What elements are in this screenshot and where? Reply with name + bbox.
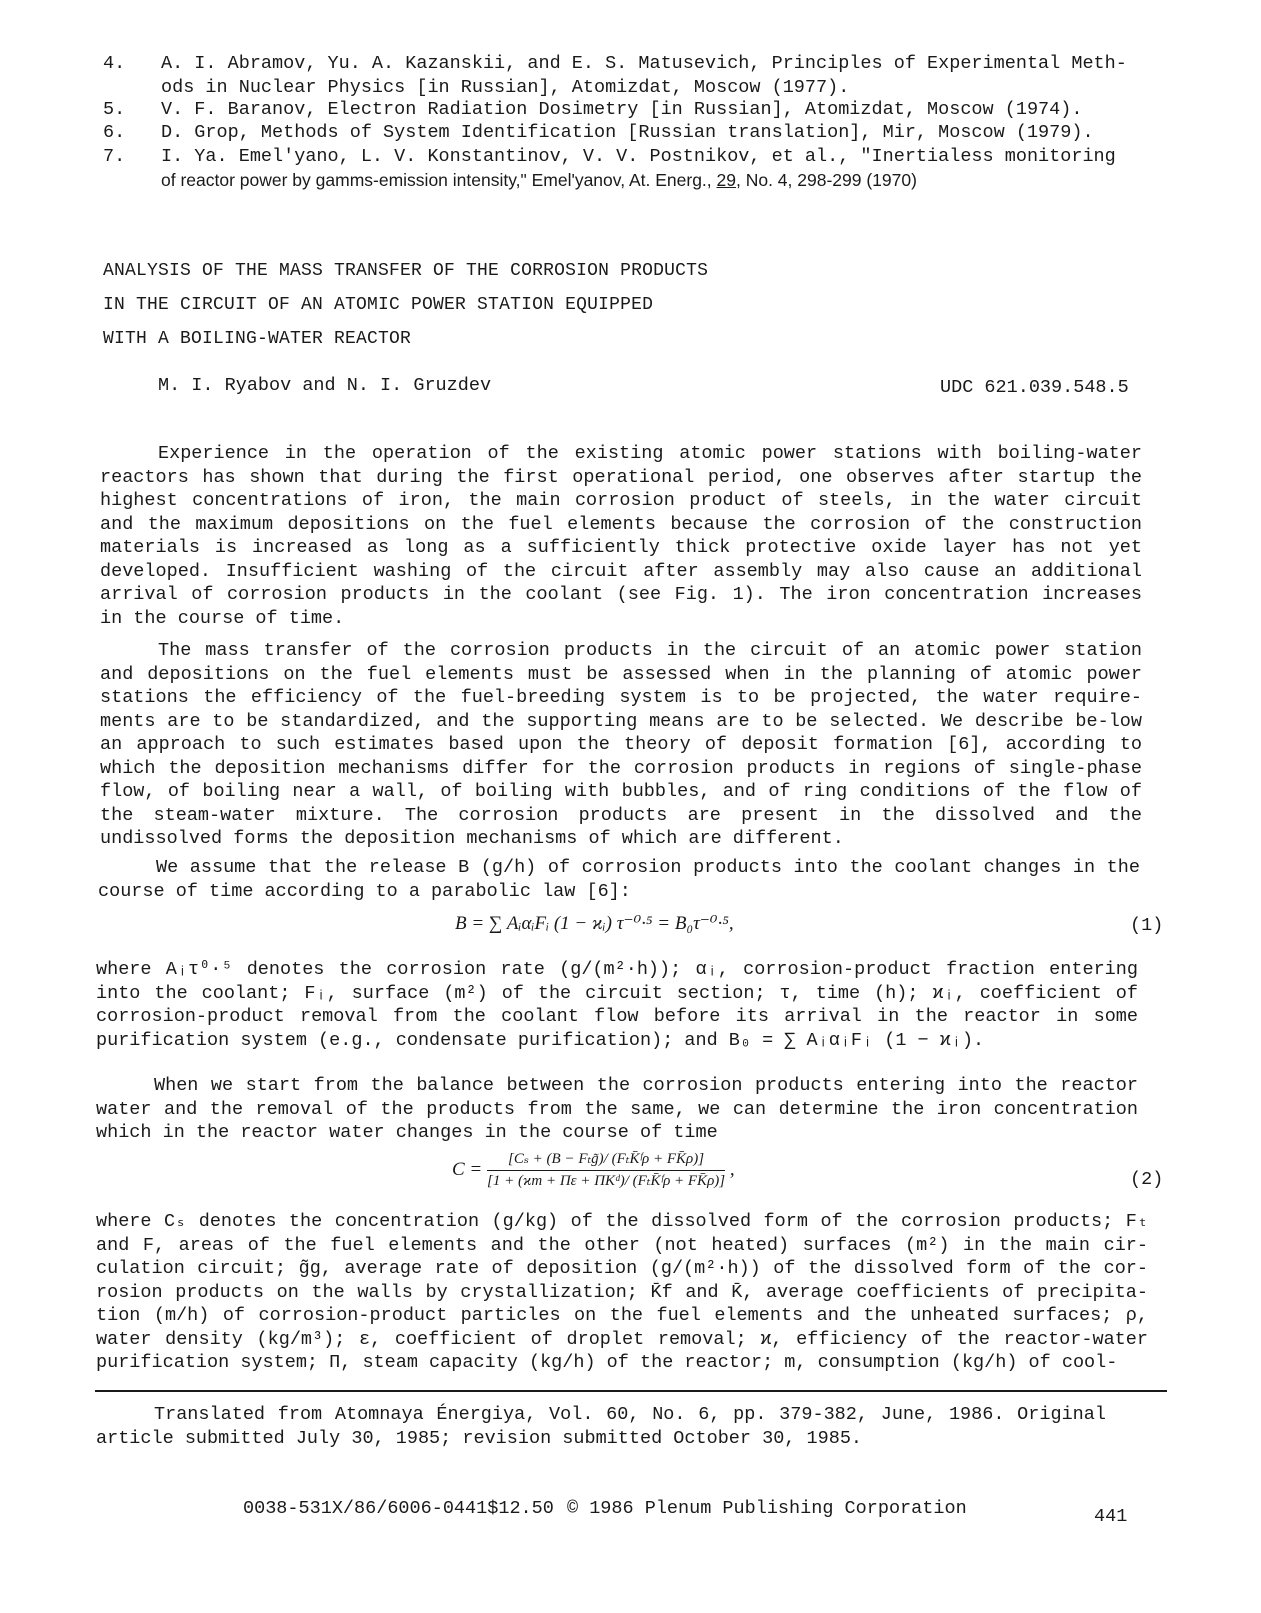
reference-number: 7. [103, 146, 126, 167]
reference-text: of reactor power by gamms-emission intensity," Emel'yanov, At. Energ., 29, No. 4, 298-299 (1970) [161, 169, 917, 190]
body-paragraph: We assume that the release B (g/h) of corrosion products into the coolant changes in the course of time according to a parabolic law [6]: [98, 857, 1140, 902]
reference-item [103, 145, 1223, 192]
article-title-line: WITH A BOILING-WATER REACTOR [103, 329, 412, 349]
body-paragraph: Experience in the operation of the existing atomic power stations with boiling-water reactors has shown that during the first operational period, one observes after startup the highest concentrations of iron, the main corrosion product of steels, in the water circuit and the maximum depositions on the fuel elements because the corrosion of the construction materials is increased as long as a sufficiently thick protective oxide layer has not yet developed. Insufficient washing of the circuit after assembly may also cause an additional arrival of corrosion products in the coolant (see Fig. 1). The iron concentration increases in the course of time. [100, 443, 1142, 629]
authors: M. I. Ryabov and N. I. Gruzdev [158, 375, 492, 396]
reference-number: 6. [103, 122, 126, 143]
udc-code: UDC 621.039.548.5 [940, 377, 1129, 398]
equation-numerator: [Cₛ + (B − Fₜg̃)/ (FₜK̄ᶠρ + FK̄ρ)] [487, 1150, 725, 1171]
reference-item [103, 98, 1223, 122]
footnote: Translated from Atomnaya Énergiya, Vol. 60, No. 6, pp. 379-382, June, 1986. Original article submitted July 30, 1985; revision submitted October 30, 1985. [96, 1404, 1106, 1449]
page-number: 441 [1094, 1506, 1128, 1527]
equation-fraction [487, 1150, 725, 1191]
footnote-divider [95, 1390, 1167, 1392]
reference-text: D. Grop, Methods of System Identification [Russian translation], Mir, Moscow (1979). [161, 122, 1094, 143]
article-title-line: ANALYSIS OF THE MASS TRANSFER OF THE CORROSION PRODUCTS [103, 261, 709, 281]
reference-text: A. I. Abramov, Yu. A. Kazanskii, and E. S. Matusevich, Principles of Experimental Meth- [161, 53, 1127, 74]
reference-text: I. Ya. Emel'yano, L. V. Konstantinov, V. V. Postnikov, et al., "Inertialess monitoring [161, 146, 1116, 167]
equation-lhs: C = [452, 1158, 483, 1180]
volume-number: 29 [716, 169, 736, 190]
body-paragraph: When we start from the balance between the corrosion products entering into the reactor water and the removal of the products from the same, we can determine the iron concentration which in the reactor water changes in the course of time [96, 1075, 1138, 1143]
equation-number: (1) [1130, 915, 1164, 936]
reference-number: 4. [103, 53, 126, 74]
issn-code: 0038-531X/86/6006-0441$12.50 [243, 1498, 554, 1519]
reference-item [103, 52, 1223, 99]
body-paragraph: where Aᵢτ⁰·⁵ denotes the corrosion rate (g/(m²·h)); αᵢ, corrosion-product fraction entering into the coolant; Fᵢ, surface (m²) of the circuit section; τ, time (h); ϰᵢ, coefficient of corrosion-product removal from the coolant flow before its arrival in the reactor in some purification system (e.g., condensate purification); and B₀ = ∑ AᵢαᵢFᵢ (1 − ϰᵢ). [96, 959, 1138, 1051]
reference-item [103, 121, 1223, 145]
equation-1: B = ∑ AᵢαᵢFᵢ (1 − ϰᵢ) τ⁻⁰·⁵ = B₀τ⁻⁰·⁵, [455, 913, 734, 934]
reference-text: V. F. Baranov, Electron Radiation Dosimetry [in Russian], Atomizdat, Moscow (1974). [161, 99, 1083, 120]
reference-number: 5. [103, 99, 126, 120]
body-paragraph: The mass transfer of the corrosion products in the circuit of an atomic power station and depositions on the fuel elements must be assessed when in the planning of atomic power stations the efficiency of the fuel-breeding system is to be projected, the water require-ments are to be standardized, and the supporting means are to be selected. We describe be-low an approach to such estimates based upon the theory of deposit formation [6], according to which the deposition mechanisms differ for the corrosion products in regions of single-phase flow, of boiling near a wall, of boiling with bubbles, and of ring conditions of the flow of the steam-water mixture. The corrosion products are present in the dissolved and the undissolved forms the deposition mechanisms of which are different. [100, 640, 1142, 849]
equation-2: C = $\frac{\text{[Cₛ + (B − Fₜg̃)/ (FₜK̄ᶠρ + FK̄ρ)]}}{\text{[1 + (ϰm + Πε + ΠKᵈ)/ (FₜK̄ᶠρ + FK̄ρ)]}}$ , [452, 1151, 735, 1189]
body-paragraph: where Cₛ denotes the concentration (g/kg) of the dissolved form of the corrosion products; Fₜ and F, areas of the fuel elements and the other (not heated) surfaces (m²) in the main cir-culation circuit; g̃g, average rate of deposition (g/(m²·h)) of the dissolved form of the cor-rosion products on the walls by crystallization; K̄f and K̄, average coefficients of precipita-tion (m/h) of corrosion-product particles on the fuel elements and the unheated surfaces; ρ, water density (kg/m³); ε, coefficient of droplet removal; ϰ, efficiency of the reactor-water purification system; Π, steam capacity (kg/h) of the reactor; m, consumption (kg/h) of cool- [96, 1211, 1148, 1373]
copyright: © 1986 Plenum Publishing Corporation [567, 1498, 967, 1519]
reference-text: ods in Nuclear Physics [in Russian], Atomizdat, Moscow (1977). [161, 76, 850, 98]
equation-denominator: [1 + (ϰm + Πε + ΠKᵈ)/ (FₜK̄ᶠρ + FK̄ρ)] [487, 1173, 726, 1189]
article-title-line: IN THE CIRCUIT OF AN ATOMIC POWER STATION EQUIPPED [103, 295, 654, 315]
equation-number: (2) [1130, 1169, 1164, 1190]
